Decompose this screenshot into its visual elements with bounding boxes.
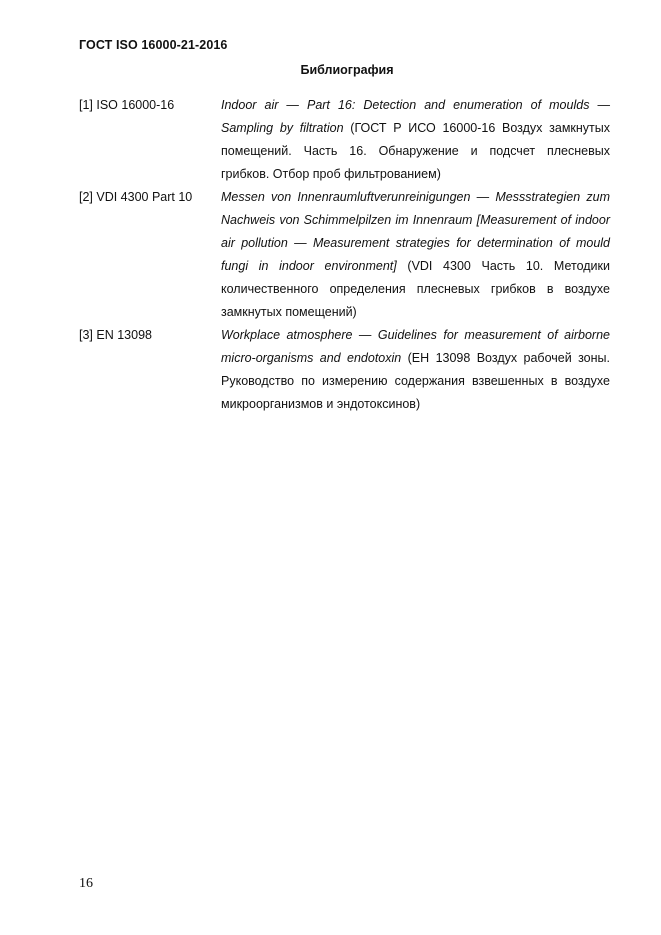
bibliography-desc-ru: (ЕН 13098 Воздух рабочей зоны. Руководство по измерению содержания взвешенных в воздухе микроорганизмов и эндотоксинов) [221, 351, 610, 411]
bibliography-desc-ru: (ГОСТ Р ИСО 16000-16 Воздух замкнутых помещений. Часть 16. Обнаружение и подсчет плесневых грибков. Отбор проб фильтрованием) [221, 121, 610, 181]
bibliography-entry-1 [79, 94, 610, 186]
bibliography-entry-2 [79, 186, 610, 324]
bibliography-ref: [1] ISO 16000-16 [79, 98, 175, 112]
bibliography-title: Библиография [300, 63, 394, 77]
bibliography-ref: [3] EN 13098 [79, 328, 152, 342]
bibliography-body [221, 186, 610, 324]
bibliography-title-en: Messen von Innenraumluftverunreinigungen — Messstrategien zum Nachweis von Schimmelpilzen im Innenraum [Measurement of indoor air pollution — Measurement strategies for determination of mould fungi in indoor environment] [221, 190, 610, 273]
bibliography-body [221, 324, 610, 416]
bibliography-entry-3 [79, 324, 610, 416]
bibliography-ref: [2] VDI 4300 Part 10 [79, 190, 193, 204]
bibliography-body [221, 94, 610, 186]
bibliography-title-en: Indoor air — Part 16: Detection and enumeration of moulds — Sampling by filtration [221, 98, 610, 135]
document-id-header: ГОСТ ISO 16000-21-2016 [79, 38, 228, 52]
page-number: 16 [79, 876, 93, 891]
bibliography-desc-ru: (VDI 4300 Часть 10. Методики количественного определения плесневых грибков в воздухе замкнутых помещений) [221, 259, 610, 319]
bibliography-title-en: Workplace atmosphere — Guidelines for measurement of airborne micro-organisms and endotoxin [221, 328, 610, 365]
